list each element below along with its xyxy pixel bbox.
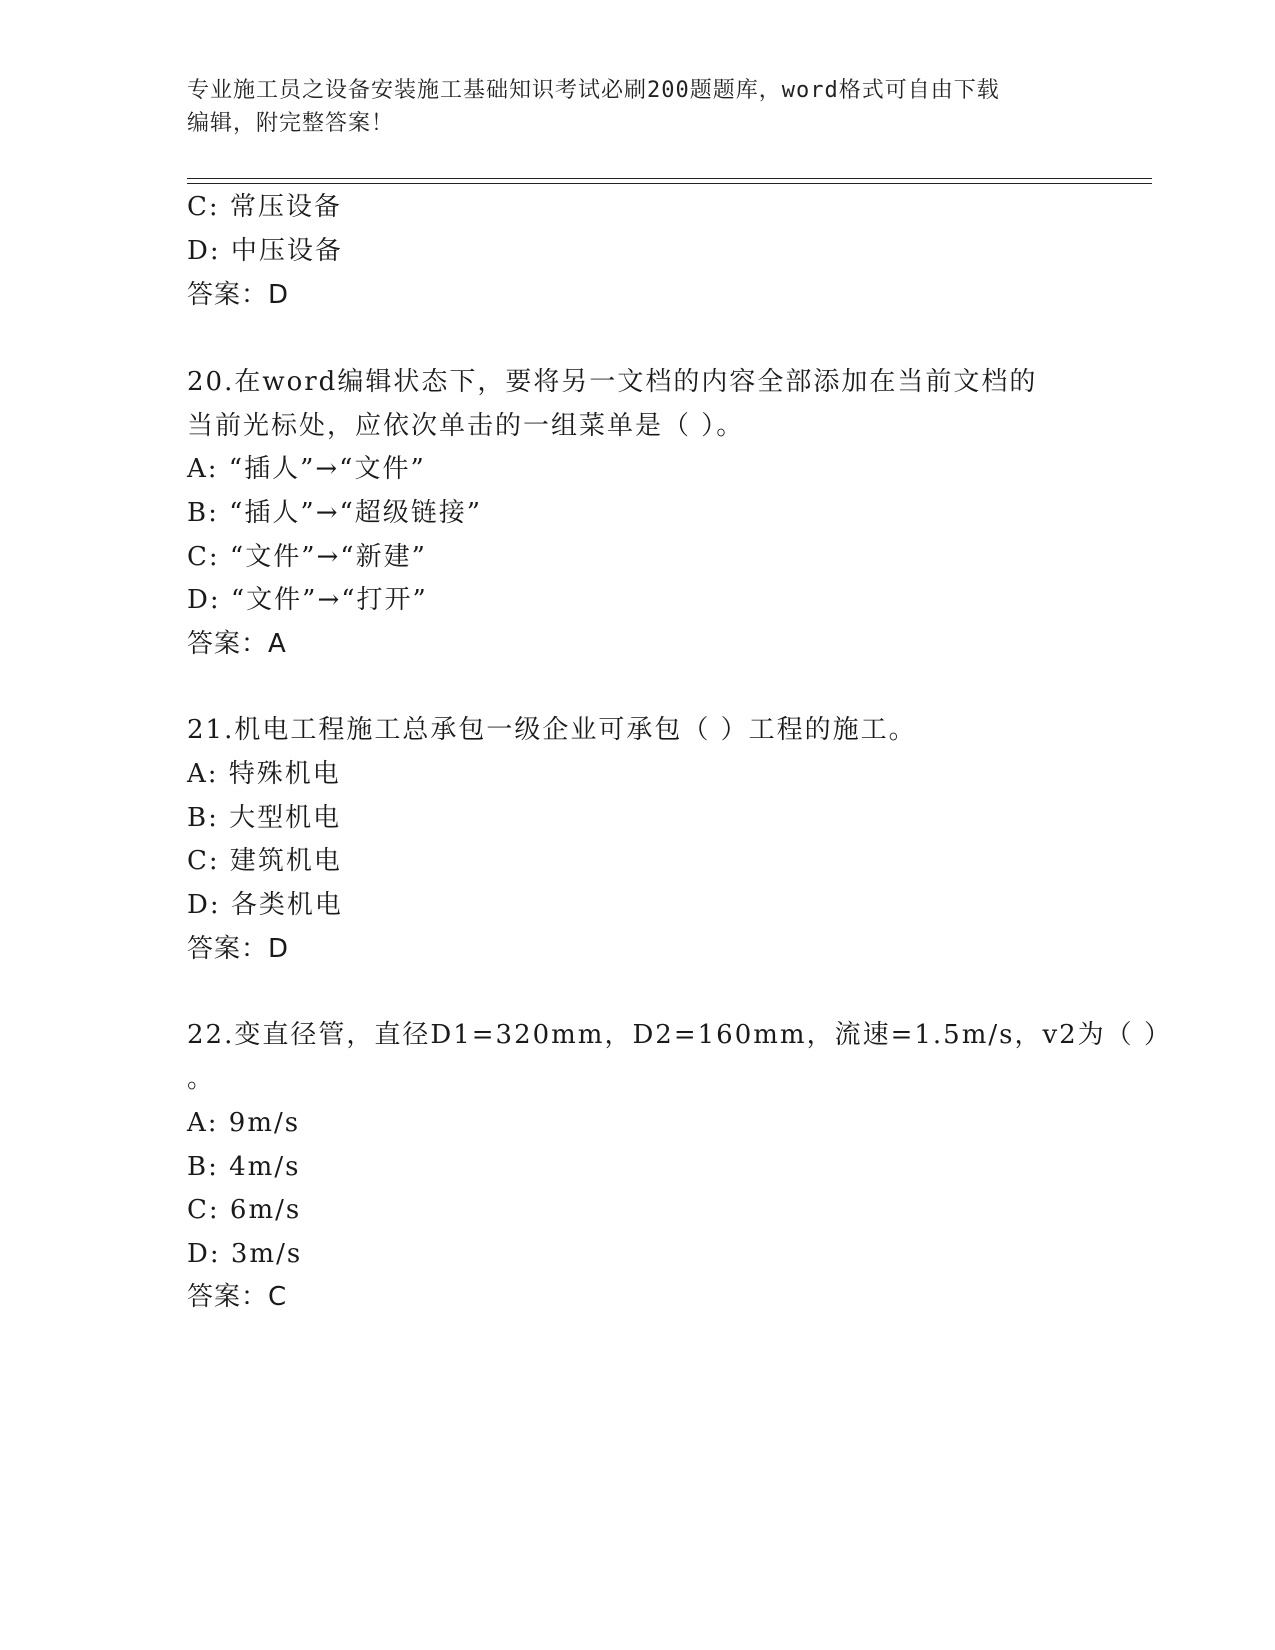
q21-option-b: B: 大型机电: [187, 803, 342, 833]
q19-option-c: C: 常压设备: [187, 192, 342, 222]
q21-option-c: C: 建筑机电: [187, 846, 342, 876]
q22-answer: 答案：C: [187, 1282, 288, 1312]
q22-stem-line-2: 。: [187, 1064, 216, 1094]
q19-option-d: D: 中压设备: [187, 236, 343, 266]
q22-option-c: C: 6m/s: [187, 1195, 302, 1225]
q20-stem-line-2: 当前光标处，应依次单击的一组菜单是（ ）。: [187, 411, 745, 441]
q22-option-d: D: 3m/s: [187, 1239, 303, 1269]
q21-option-d: D: 各类机电: [187, 890, 343, 920]
q22-option-a: A: 9m/s: [187, 1108, 301, 1138]
header-divider-bottom: [187, 183, 1152, 184]
q20-option-a: A: “插人”→“文件”: [187, 454, 426, 484]
document-header: [187, 74, 1067, 140]
q22-stem-line-1: 22.变直径管，直径D1=320mm，D2=160mm，流速=1.5m/s，v2为（ ）: [187, 1020, 1172, 1050]
q20-stem-line-1: 20.在word编辑状态下，要将另一文档的内容全部添加在当前文档的: [187, 367, 1038, 397]
q20-option-b: B: “插人”→“超级链接”: [187, 498, 483, 528]
q20-option-d: D: “文件”→“打开”: [187, 585, 428, 615]
q21-stem: 21.机电工程施工总承包一级企业可承包（ ）工程的施工。: [187, 715, 917, 745]
q21-option-a: A: 特殊机电: [187, 759, 341, 789]
q20-answer: 答案：A: [187, 629, 287, 659]
q22-option-b: B: 4m/s: [187, 1152, 301, 1182]
header-divider-top: [187, 178, 1152, 179]
header-title-line-1: 专业施工员之设备安装施工基础知识考试必刷200题题库，word格式可自由下载: [187, 78, 1000, 103]
q21-answer: 答案：D: [187, 934, 290, 964]
header-title-line-2: 编辑，附完整答案！: [187, 111, 395, 136]
q20-option-c: C: “文件”→“新建”: [187, 542, 427, 572]
q19-answer: 答案：D: [187, 280, 290, 310]
